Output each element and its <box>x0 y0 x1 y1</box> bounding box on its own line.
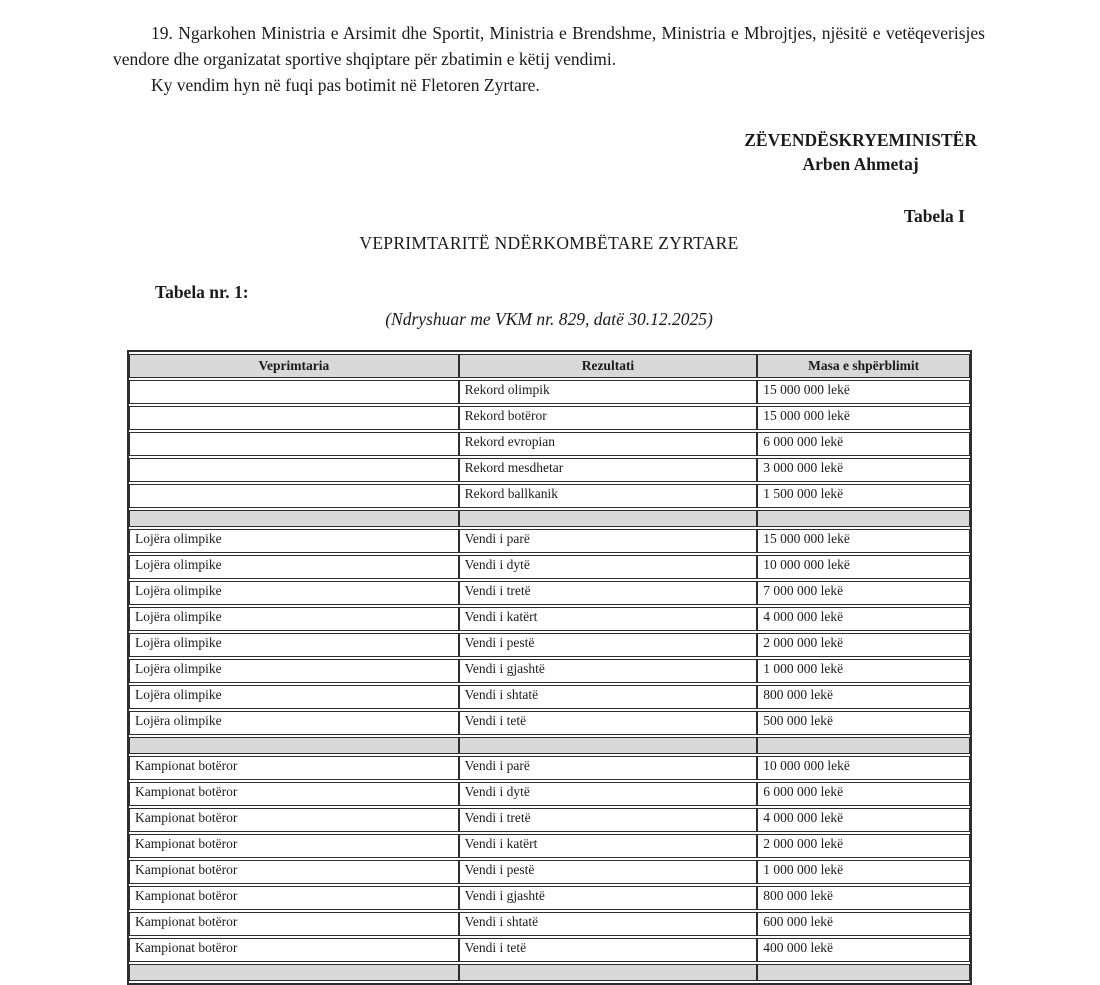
cell-veprimtaria: Lojëra olimpike <box>129 685 459 709</box>
cell-rezultati: Rekord olimpik <box>459 380 758 404</box>
cell-masa: 6 000 000 lekë <box>757 782 970 806</box>
table-row <box>129 860 970 884</box>
table-row <box>129 432 970 456</box>
signature-block <box>113 128 985 176</box>
cell-rezultati: Vendi i katërt <box>459 607 758 631</box>
cell-rezultati <box>459 737 758 754</box>
cell-masa: 2 000 000 lekë <box>757 834 970 858</box>
cell-rezultati: Rekord mesdhetar <box>459 458 758 482</box>
cell-veprimtaria: Lojëra olimpike <box>129 659 459 683</box>
cell-rezultati: Rekord ballkanik <box>459 484 758 508</box>
table-row <box>129 406 970 430</box>
cell-masa: 1 000 000 lekë <box>757 860 970 884</box>
cell-veprimtaria: Kampionat botëror <box>129 756 459 780</box>
table-row <box>129 484 970 508</box>
cell-veprimtaria: Kampionat botëror <box>129 782 459 806</box>
cell-masa: 800 000 lekë <box>757 886 970 910</box>
table-row <box>129 607 970 631</box>
cell-rezultati: Vendi i shtatë <box>459 685 758 709</box>
paragraph-19: 19. Ngarkohen Ministria e Arsimit dhe Sportit, Ministria e Brendshme, Ministria e Mbrojtjes, njësitë e vetëqeverisjes vendore dhe organizatat sportive shqiptare për zbatimin e këtij vendimi. <box>113 23 985 69</box>
cell-masa: 800 000 lekë <box>757 685 970 709</box>
cell-veprimtaria: Lojëra olimpike <box>129 633 459 657</box>
cell-rezultati: Vendi i dytë <box>459 782 758 806</box>
cell-rezultati: Vendi i parë <box>459 529 758 553</box>
cell-veprimtaria: Lojëra olimpike <box>129 555 459 579</box>
cell-masa: 600 000 lekë <box>757 912 970 936</box>
table-row <box>129 581 970 605</box>
column-header-veprimtaria: Veprimtaria <box>129 354 459 378</box>
cell-rezultati <box>459 510 758 527</box>
cell-veprimtaria: Kampionat botëror <box>129 860 459 884</box>
paragraph-entry-into-force: Ky vendim hyn në fuqi pas botimit në Fletoren Zyrtare. <box>151 75 540 95</box>
spacer-row <box>129 510 970 527</box>
cell-veprimtaria <box>129 737 459 754</box>
cell-masa <box>757 510 970 527</box>
tabela-i-label: Tabela I <box>903 206 965 226</box>
cell-veprimtaria <box>129 380 459 404</box>
cell-veprimtaria: Lojëra olimpike <box>129 711 459 735</box>
cell-veprimtaria <box>129 964 459 981</box>
cell-veprimtaria <box>129 406 459 430</box>
section-title: VEPRIMTARITË NDËRKOMBËTARE ZYRTARE <box>359 233 739 253</box>
cell-veprimtaria: Kampionat botëror <box>129 886 459 910</box>
table-row <box>129 808 970 832</box>
cell-veprimtaria <box>129 432 459 456</box>
table-caption: Tabela nr. 1: <box>155 282 249 302</box>
cell-masa: 15 000 000 lekë <box>757 380 970 404</box>
table-row <box>129 756 970 780</box>
amendment-note: (Ndryshuar me VKM nr. 829, datë 30.12.2025) <box>385 309 713 329</box>
column-header-masa: Masa e shpërblimit <box>757 354 970 378</box>
table-row <box>129 912 970 936</box>
table-row <box>129 633 970 657</box>
cell-masa: 10 000 000 lekë <box>757 555 970 579</box>
table-row <box>129 659 970 683</box>
cell-rezultati: Vendi i dytë <box>459 555 758 579</box>
cell-masa: 15 000 000 lekë <box>757 406 970 430</box>
cell-masa: 1 000 000 lekë <box>757 659 970 683</box>
column-header-rezultati: Rezultati <box>459 354 758 378</box>
cell-veprimtaria: Lojëra olimpike <box>129 581 459 605</box>
cell-masa: 3 000 000 lekë <box>757 458 970 482</box>
cell-rezultati: Vendi i tetë <box>459 938 758 962</box>
cell-masa: 500 000 lekë <box>757 711 970 735</box>
cell-veprimtaria: Kampionat botëror <box>129 938 459 962</box>
signature-title: ZËVENDËSKRYEMINISTËR <box>744 130 977 150</box>
spacer-row <box>129 737 970 754</box>
cell-masa: 4 000 000 lekë <box>757 607 970 631</box>
cell-rezultati: Rekord evropian <box>459 432 758 456</box>
cell-rezultati: Vendi i tetë <box>459 711 758 735</box>
cell-veprimtaria <box>129 458 459 482</box>
table-row <box>129 834 970 858</box>
cell-rezultati <box>459 964 758 981</box>
cell-rezultati: Vendi i pestë <box>459 633 758 657</box>
cell-rezultati: Vendi i gjashtë <box>459 659 758 683</box>
cell-veprimtaria: Kampionat botëror <box>129 834 459 858</box>
cell-veprimtaria: Lojëra olimpike <box>129 607 459 631</box>
cell-masa <box>757 964 970 981</box>
spacer-row <box>129 964 970 981</box>
table-row <box>129 458 970 482</box>
cell-rezultati: Vendi i katërt <box>459 834 758 858</box>
table-row <box>129 555 970 579</box>
cell-masa: 7 000 000 lekë <box>757 581 970 605</box>
cell-rezultati: Rekord botëror <box>459 406 758 430</box>
table-row <box>129 938 970 962</box>
cell-masa: 400 000 lekë <box>757 938 970 962</box>
cell-veprimtaria: Kampionat botëror <box>129 912 459 936</box>
table-row <box>129 685 970 709</box>
cell-rezultati: Vendi i pestë <box>459 860 758 884</box>
cell-masa: 10 000 000 lekë <box>757 756 970 780</box>
cell-veprimtaria <box>129 484 459 508</box>
cell-rezultati: Vendi i tretë <box>459 808 758 832</box>
cell-veprimtaria <box>129 510 459 527</box>
table-row <box>129 529 970 553</box>
table-header-row <box>129 354 970 378</box>
cell-masa: 6 000 000 lekë <box>757 432 970 456</box>
rewards-table <box>127 350 972 985</box>
table-row <box>129 886 970 910</box>
table-row <box>129 782 970 806</box>
cell-masa: 2 000 000 lekë <box>757 633 970 657</box>
cell-masa: 15 000 000 lekë <box>757 529 970 553</box>
table-row <box>129 711 970 735</box>
cell-masa: 1 500 000 lekë <box>757 484 970 508</box>
table-row <box>129 380 970 404</box>
cell-rezultati: Vendi i parë <box>459 756 758 780</box>
cell-rezultati: Vendi i shtatë <box>459 912 758 936</box>
cell-veprimtaria: Lojëra olimpike <box>129 529 459 553</box>
cell-rezultati: Vendi i tretë <box>459 581 758 605</box>
cell-veprimtaria: Kampionat botëror <box>129 808 459 832</box>
cell-masa <box>757 737 970 754</box>
cell-rezultati: Vendi i gjashtë <box>459 886 758 910</box>
signature-name: Arben Ahmetaj <box>802 154 919 174</box>
cell-masa: 4 000 000 lekë <box>757 808 970 832</box>
